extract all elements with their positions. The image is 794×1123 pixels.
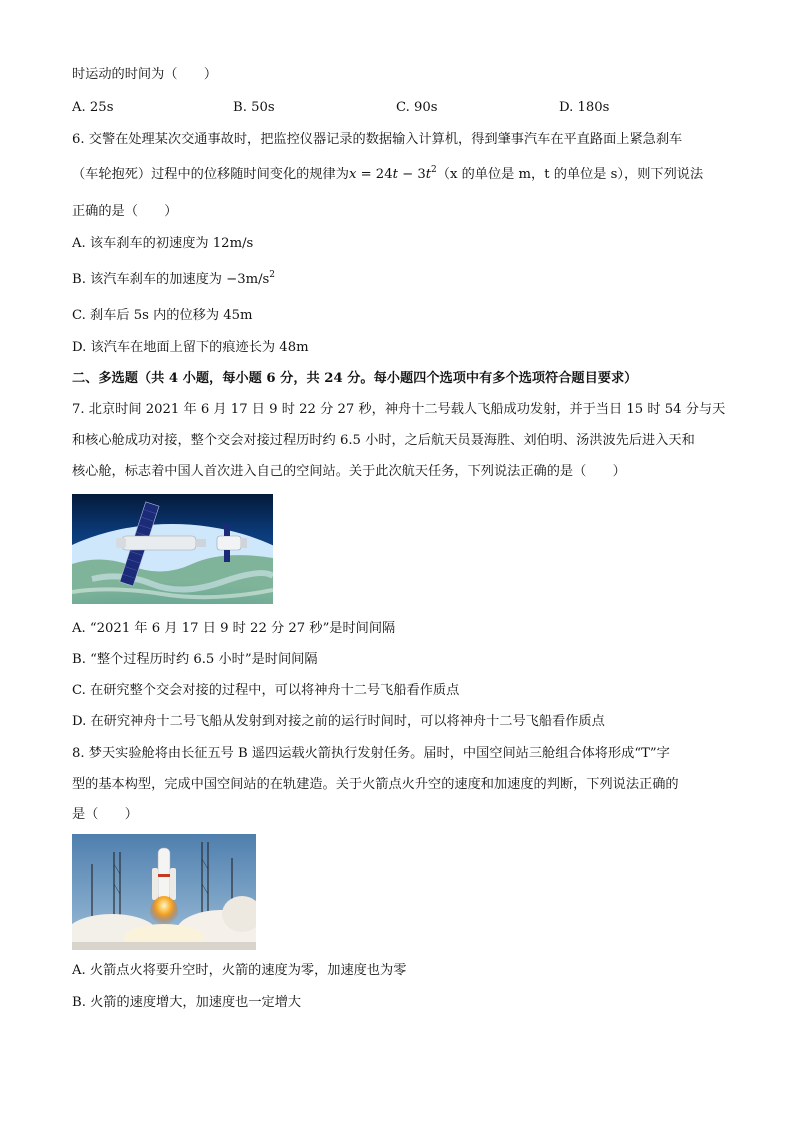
q6-option-b: B. 该汽车刹车的加速度为 $-3m/s^2$ bbox=[72, 270, 276, 287]
q5-option-a: A. 25s bbox=[72, 100, 114, 115]
q7-stem-line2: 和核心舱成功对接，整个交会对接过程历时约 6.5 小时，之后航天员聂海胜、刘伯明、汤洪波先后进入天和 bbox=[72, 433, 695, 448]
space-station-image bbox=[72, 494, 273, 604]
q7-stem-line3: 核心舱，标志着中国人首次进入自己的空间站。关于此次航天任务，下列说法正确的是（ ） bbox=[72, 464, 626, 479]
q7-option-d: D. 在研究神舟十二号飞船从发射到对接之前的运行时间时，可以将神舟十二号飞船看作质点 bbox=[72, 714, 605, 729]
section-heading-multi-choice: 二、多选题（共 4 小题，每小题 6 分，共 24 分。每小题四个选项中有多个选项符合题目要求） bbox=[72, 371, 638, 386]
q7-option-c: C. 在研究整个交会对接的过程中，可以将神舟十二号飞船看作质点 bbox=[72, 683, 460, 698]
q6-stem-line1: 6. 交警在处理某次交通事故时，把监控仪器记录的数据输入计算机，得到肇事汽车在平直路面上紧急刹车 bbox=[72, 132, 683, 147]
q8-option-b: B. 火箭的速度增大，加速度也一定增大 bbox=[72, 995, 302, 1010]
q8-stem-line1: 8. 梦天实验舱将由长征五号 B 遥四运载火箭执行发射任务。届时，中国空间站三舱组合体将形成“T”字 bbox=[72, 746, 670, 761]
q6-option-d: D. 该汽车在地面上留下的痕迹长为 48m bbox=[72, 340, 309, 355]
q7-option-a: A. “2021 年 6 月 17 日 9 时 22 分 27 秒”是时间间隔 bbox=[72, 621, 396, 636]
q8-stem-line2: 型的基本构型，完成中国空间站的在轨建造。关于火箭点火升空的速度和加速度的判断，下列说法正确的 bbox=[72, 777, 679, 792]
q6-stem-line3: 正确的是（ ） bbox=[72, 204, 178, 219]
q6-formula: $x = 24t - 3t^2$ bbox=[348, 165, 437, 182]
q8-option-a: A. 火箭点火将要升空时，火箭的速度为零，加速度也为零 bbox=[72, 963, 407, 978]
q6-option-c: C. 刹车后 5s 内的位移为 45m bbox=[72, 308, 253, 323]
q6-stem-line2: （车轮抱死）过程中的位移随时间变化的规律为$x = 24t - 3t^2(x$ 的单位是 m，t 的单位是 s），则下列说法 bbox=[72, 165, 704, 182]
q5-option-b: B. 50s bbox=[233, 100, 275, 115]
q5-option-d: D. 180s bbox=[559, 100, 610, 115]
q5-stem-tail: 时运动的时间为（ ） bbox=[72, 67, 218, 82]
rocket-launch-image bbox=[72, 834, 256, 950]
q8-stem-line3: 是（ ） bbox=[72, 807, 138, 822]
q5-option-c: C. 90s bbox=[396, 100, 438, 115]
q7-stem-line1: 7. 北京时间 2021 年 6 月 17 日 9 时 22 分 27 秒，神舟十二号载人飞船成功发射，并于当日 15 时 54 分与天 bbox=[72, 402, 726, 417]
q6-option-a: A. 该车刹车的初速度为 12m/s bbox=[72, 236, 254, 251]
q7-option-b: B. “整个过程历时约 6.5 小时”是时间间隔 bbox=[72, 652, 318, 667]
